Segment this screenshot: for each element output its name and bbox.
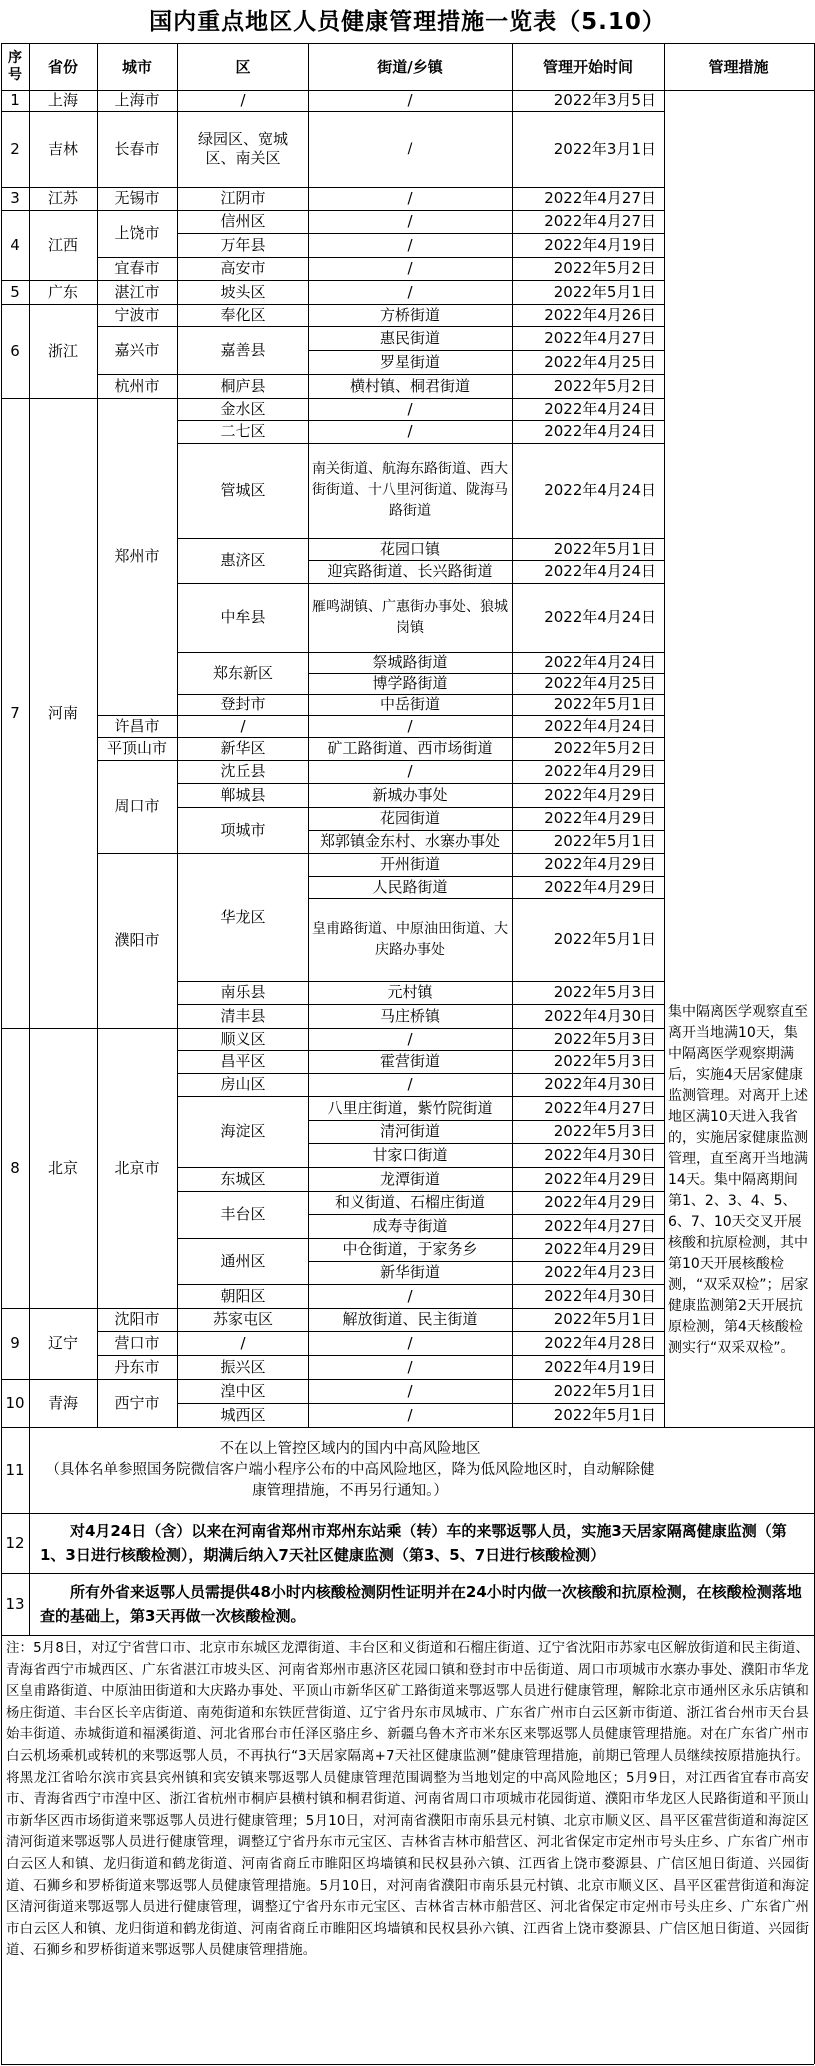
city-cell: 许昌市 (114, 716, 160, 735)
province-cell: 广东 (47, 282, 78, 301)
street-cell: / (407, 212, 413, 230)
district-cell: 湟中区 (220, 1381, 266, 1400)
city-cell: 嘉兴市 (114, 340, 160, 359)
city-cell: 西宁市 (114, 1393, 160, 1412)
start-date-cell: 2022年4月27日 (544, 212, 656, 230)
grid-line (29, 1028, 664, 1029)
grid-line (1, 280, 29, 281)
grid-line (1, 1308, 29, 1309)
grid-line (1, 1028, 29, 1029)
district-cell: 金水区 (220, 399, 266, 418)
street-cell: 新华街道 (379, 1263, 440, 1281)
province-cell: 浙江 (47, 341, 78, 360)
street-cell: / (407, 1357, 413, 1376)
street-cell: / (407, 1029, 413, 1048)
start-date-cell: 2022年5月2日 (553, 376, 656, 395)
district-cell: 信州区 (220, 212, 266, 230)
city-cell: 宜春市 (114, 259, 160, 277)
street-cell: 花园街道 (379, 809, 440, 827)
start-date-cell: 2022年4月24日 (544, 481, 656, 499)
street-cell: 霍营街道 (379, 1052, 440, 1070)
seq-cell: 10 (5, 1393, 25, 1412)
start-date-cell: 2022年4月29日 (544, 855, 656, 873)
start-date-cell: 2022年4月29日 (544, 809, 656, 827)
grid-line (177, 652, 664, 653)
grid-line (308, 830, 664, 831)
start-date-cell: 2022年5月1日 (553, 282, 656, 301)
grid-line (29, 43, 30, 1635)
grid-line (97, 257, 664, 258)
grid-line (1, 1513, 814, 1514)
grid-line (308, 350, 664, 351)
city-cell: 周口市 (114, 797, 160, 815)
city-cell: 上海市 (114, 91, 160, 109)
city-cell: 北京市 (114, 1158, 160, 1177)
street-cell: 成寿寺街道 (372, 1216, 448, 1235)
start-date-cell: 2022年4月29日 (544, 1193, 656, 1211)
seq-cell: 4 (10, 235, 20, 254)
district-cell: 项城市 (220, 820, 266, 839)
row13-text: 所有外省来返鄂人员需提供48小时内核酸检测阴性证明并在24小时内做一次核酸和抗原检测，在核酸检测落地查的基础上，第3天再做一次核酸检测。 (40, 1583, 802, 1625)
province-cell: 江苏 (47, 189, 78, 207)
street-cell: 开州街道 (379, 855, 440, 873)
district-cell: 沈丘县 (220, 762, 266, 780)
district-cell: 嘉善县 (220, 340, 266, 359)
seq-cell: 8 (10, 1158, 20, 1177)
street-cell: 人民路街道 (372, 877, 448, 896)
street-cell: / (407, 259, 413, 277)
start-date-cell: 2022年4月25日 (544, 352, 656, 371)
grid-line (308, 673, 664, 674)
grid-line (664, 43, 665, 1427)
grid-line (177, 1050, 664, 1051)
grid-line (177, 420, 664, 421)
grid-line (29, 210, 664, 211)
start-date-cell: 2022年4月24日 (544, 399, 656, 418)
district-cell: 昌平区 (220, 1052, 266, 1070)
start-date-cell: 2022年4月30日 (544, 1006, 656, 1025)
seq-cell: 5 (10, 282, 20, 301)
start-date-cell: 2022年4月27日 (544, 1098, 656, 1117)
city-cell: 宁波市 (114, 305, 160, 324)
grid-line (1, 2064, 814, 2065)
street-cell: / (407, 91, 413, 109)
grid-line (97, 326, 664, 327)
start-date-cell: 2022年5月3日 (553, 1122, 656, 1140)
street-cell: / (407, 282, 413, 301)
district-cell: 登封市 (220, 695, 266, 713)
street-cell: / (407, 716, 413, 735)
street-cell: 郑郭镇金东村、水寨办事处 (319, 832, 500, 850)
grid-line (29, 111, 664, 112)
seq-cell: 2 (10, 139, 20, 158)
grid-line (97, 760, 664, 761)
street-cell: / (407, 140, 413, 157)
row12-text: 对4月24日（含）以来在河南省郑州市郑州东站乘（转）车的来鄂返鄂人员，实施3天居家隔离健康监测（第1、3日进行核酸检测），期满后纳入7天社区健康监测（第3、5、7日进行核酸检测） (40, 1522, 787, 1564)
grid-line (177, 43, 178, 1427)
street-cell: 南关街道、航海东路街道、西大街街道、十八里河街道、陇海马路街道 (312, 461, 508, 519)
street-cell: 和义街道、石榴庄街道 (334, 1193, 485, 1211)
grid-line (1, 111, 29, 112)
seq-cell: 13 (5, 1594, 25, 1613)
start-date-cell: 2022年5月2日 (553, 739, 656, 757)
grid-line (1, 210, 29, 211)
street-cell: 矿工路街道、西市场街道 (327, 739, 493, 757)
district-cell: 万年县 (220, 235, 266, 254)
grid-line (177, 1073, 664, 1074)
district-cell: 二七区 (220, 422, 266, 440)
district-cell: 郸城县 (220, 785, 266, 804)
grid-line (29, 1379, 664, 1380)
start-date-cell: 2022年5月1日 (553, 695, 656, 713)
start-date-cell: 2022年4月27日 (544, 328, 656, 347)
grid-line (177, 694, 664, 695)
city-cell: 无锡市 (114, 189, 160, 207)
province-cell: 江西 (47, 235, 78, 254)
grid-line (1, 1635, 814, 1636)
district-cell: 丰台区 (220, 1205, 266, 1223)
grid-line (308, 898, 664, 899)
grid-line (177, 1004, 664, 1005)
district-cell: / (240, 1333, 246, 1352)
district-cell: 东城区 (220, 1169, 266, 1188)
header-province: 省份 (47, 57, 78, 76)
district-cell: 奉化区 (220, 305, 266, 324)
header-city: 城市 (121, 57, 152, 76)
street-cell: 马庄桥镇 (379, 1006, 440, 1025)
street-cell: 雁鸣湖镇、广惠街办事处、狼城岗镇 (312, 598, 508, 636)
province-cell: 吉林 (47, 139, 78, 158)
seq-cell: 1 (10, 91, 20, 109)
grid-line (512, 43, 513, 1427)
district-cell: 坡头区 (220, 282, 266, 301)
grid-line (1, 398, 29, 399)
seq-cell: 7 (10, 703, 20, 722)
start-date-cell: 2022年4月29日 (544, 1169, 656, 1188)
grid-line (177, 1191, 664, 1192)
grid-line (177, 1096, 664, 1097)
grid-line (177, 1403, 664, 1404)
district-cell: 顺义区 (220, 1029, 266, 1048)
grid-line (97, 737, 664, 738)
district-cell: 清丰县 (220, 1006, 266, 1025)
street-cell: 八里庄街道，紫竹院街道 (327, 1098, 493, 1117)
grid-line (308, 1261, 664, 1262)
grid-line (29, 187, 664, 188)
district-cell: 振兴区 (220, 1357, 266, 1376)
street-cell: / (407, 399, 413, 418)
grid-line (97, 715, 664, 716)
city-cell: 平顶山市 (106, 739, 167, 757)
district-cell: 桐庐县 (220, 376, 266, 395)
grid-line (29, 1308, 664, 1309)
street-cell: / (407, 1405, 413, 1424)
street-cell: / (407, 762, 413, 780)
header-measures: 管理措施 (708, 57, 769, 76)
street-cell: / (407, 422, 413, 440)
province-cell: 河南 (47, 703, 78, 722)
start-date-cell: 2022年4月25日 (544, 674, 656, 692)
grid-line (29, 304, 664, 305)
grid-line (1, 1427, 814, 1428)
city-cell: 杭州市 (114, 376, 160, 395)
footnote: 注：5月8日，对辽宁省营口市、北京市东城区龙潭街道、丰台区和义街道和石榴庄街道、辽宁省沈阳市苏家屯区解放街道和民主街道、青海省西宁市城西区、广东省湛江市坡头区、河南省郑州市惠济区花园口镇和登封市中岳街道、周口市项城市水寨办事处、濮阳市华龙区皇甫路街道、中原油田街道和大庆路办事处、平顶山市新华区矿工路街道来鄂返鄂人员进行健康管理，解除北京市通州区永乐店镇和杨庄街道、丰台区长辛店街道、南苑街道和东铁匠营街道、辽宁省丹东市凤城市、广东省广州市白云区新市街道、浙江省台州市天台县始丰街道、赤城街道和福溪街道、河北省邢台市任泽区骆庄乡、新疆乌鲁木齐市米东区来鄂返鄂人员健康管理措施。对在广东省广州市白云机场乘机或转机的来鄂返鄂人员，不再执行“3天居家隔离+7天社区健康监测”健康管理措施，前期已管理人员继续按原措施执行。将黑龙江省哈尔滨市宾县宾州镇和宾安镇来鄂返鄂人员健康管理范围调整为当地划定的中高风险地区；5月9日，对江西省宜春市高安市、青海省西宁市湟中区、浙江省杭州市桐庐县横村镇和桐君街道、河南省周口市项城市花园街道、濮阳市华龙区人民路街道和平顶山市新华区西市场街道来鄂返鄂人员进行健康管理；5月10日，对河南省濮阳市南乐县元村镇、北京市顺义区、昌平区霍营街道和海淀区清河街道来鄂返鄂人员进行健康管理，调整辽宁省丹东市元宝区、吉林省吉林市船营区、河北省保定市定州市号头庄乡、广东省广州市白云区人和镇、龙归街道和鹤龙街道、河南省商丘市睢阳区坞墙镇和民权县孙六镇、江西省上饶市婺源县、广信区旭日街道、兴园街道、石狮乡和罗桥街道来鄂返鄂人员健康管理措施。5月10日，对河南省濮阳市南乐县元村镇、北京市顺义区、昌平区霍营街道和海淀区清河街道来鄂返鄂人员进行健康管理，调整辽宁省丹东市元宝区、吉林省吉林市船营区、河北省保定市定州市号头庄乡、广东省广州市白云区人和镇、龙归街道和鹤龙街道、河南省商丘市睢阳区坞墙镇和民权县孙六镇、江西省上饶市婺源县、广信区旭日街道、兴园街道、石狮乡和罗桥街道来鄂返鄂人员健康管理措施。 (6, 1641, 809, 1959)
district-cell: 房山区 (220, 1075, 266, 1093)
start-date-cell: 2022年4月26日 (544, 305, 656, 324)
start-date-cell: 2022年4月24日 (544, 653, 656, 671)
seq-cell: 3 (10, 189, 20, 207)
grid-line (97, 43, 98, 1427)
start-date-cell: 2022年5月2日 (553, 259, 656, 277)
street-cell: 中岳街道 (379, 695, 440, 713)
street-cell: 龙潭街道 (379, 1169, 440, 1188)
street-cell: 惠民街道 (379, 328, 440, 347)
grid-line (177, 981, 664, 982)
grid-line (97, 1331, 664, 1332)
start-date-cell: 2022年5月1日 (553, 930, 656, 948)
start-date-cell: 2022年4月23日 (544, 1263, 656, 1281)
row11-text: 不在以上管控区域内的国内中高风险地区 （具体名单参照国务院微信客户端小程序公布的中高风险地区，降为低风险地区时，自动解除健康管理措施，不再另行通知。） (45, 1440, 655, 1499)
grid-line (177, 783, 664, 784)
grid-line (308, 1143, 664, 1144)
start-date-cell: 2022年4月29日 (544, 1240, 656, 1258)
grid-line (308, 876, 664, 877)
district-cell: 通州区 (220, 1251, 266, 1270)
district-cell: / (240, 91, 246, 109)
start-date-cell: 2022年4月28日 (544, 1333, 656, 1352)
grid-line (1, 304, 29, 305)
start-date-cell: 2022年4月29日 (544, 785, 656, 804)
street-cell: / (407, 235, 413, 254)
district-cell: 新华区 (220, 739, 266, 757)
street-cell: / (407, 1333, 413, 1352)
district-cell: 海淀区 (220, 1122, 266, 1140)
start-date-cell: 2022年5月1日 (553, 539, 656, 558)
start-date-cell: 2022年5月1日 (553, 832, 656, 850)
district-cell: 中牟县 (220, 608, 266, 626)
header-seq: 序号 (8, 50, 22, 83)
start-date-cell: 2022年5月1日 (553, 1405, 656, 1424)
district-cell: / (240, 716, 246, 735)
grid-line (1, 1573, 814, 1574)
start-date-cell: 2022年3月5日 (553, 91, 656, 109)
grid-line (97, 1355, 664, 1356)
seq-cell: 6 (10, 341, 20, 360)
city-cell: 郑州市 (114, 547, 160, 565)
district-cell: 郑东新区 (212, 663, 273, 682)
header-street: 街道/乡镇 (377, 57, 443, 76)
grid-line (1, 1379, 29, 1380)
grid-line (1, 43, 2, 2064)
grid-line (97, 374, 664, 375)
start-date-cell: 2022年5月1日 (553, 1310, 656, 1328)
grid-line (177, 1167, 664, 1168)
header-start-date: 管理开始时间 (542, 57, 633, 76)
start-date-cell: 2022年4月29日 (544, 762, 656, 780)
street-cell: 解放街道、民主街道 (342, 1310, 478, 1328)
start-date-cell: 2022年5月3日 (553, 1052, 656, 1070)
grid-line (177, 1238, 664, 1239)
street-cell: / (407, 1381, 413, 1400)
start-date-cell: 2022年4月19日 (544, 235, 656, 254)
grid-line (177, 538, 664, 539)
street-cell: / (407, 1075, 413, 1093)
start-date-cell: 2022年5月3日 (553, 1029, 656, 1048)
start-date-cell: 2022年4月29日 (544, 877, 656, 896)
street-cell: / (407, 189, 413, 207)
city-cell: 沈阳市 (114, 1310, 160, 1328)
start-date-cell: 2022年5月3日 (553, 983, 656, 1001)
district-cell: 华龙区 (220, 907, 266, 926)
street-cell: 花园口镇 (379, 539, 440, 558)
grid-line (29, 280, 664, 281)
province-cell: 上海 (47, 91, 78, 109)
grid-line (1, 90, 814, 91)
street-cell: 方桥街道 (379, 305, 440, 324)
province-cell: 青海 (47, 1393, 78, 1412)
city-cell: 上饶市 (114, 224, 160, 242)
start-date-cell: 2022年4月30日 (544, 1075, 656, 1093)
street-cell: 皇甫路街道、中原油田街道、大庆路办事处 (312, 920, 508, 958)
district-cell: 绿园区、宽城区、南关区 (197, 130, 288, 167)
start-date-cell: 2022年4月24日 (544, 562, 656, 580)
seq-cell: 12 (5, 1533, 25, 1552)
street-cell: 横村镇、桐君街道 (349, 376, 470, 395)
district-cell: 江阴市 (220, 189, 266, 207)
start-date-cell: 2022年4月24日 (544, 608, 656, 626)
street-cell: 罗星街道 (379, 352, 440, 371)
start-date-cell: 2022年5月1日 (553, 1381, 656, 1400)
start-date-cell: 2022年4月19日 (544, 1357, 656, 1376)
street-cell: 博学路街道 (372, 674, 448, 692)
street-cell: / (407, 1286, 413, 1305)
start-date-cell: 2022年4月30日 (544, 1145, 656, 1164)
province-cell: 辽宁 (47, 1334, 78, 1352)
street-cell: 中仓街道，于家务乡 (342, 1240, 478, 1258)
city-cell: 营口市 (114, 1333, 160, 1352)
district-cell: 高安市 (220, 259, 266, 277)
street-cell: 祭城路街道 (372, 653, 448, 671)
grid-line (308, 43, 309, 1427)
start-date-cell: 2022年4月30日 (544, 1286, 656, 1305)
page-title: 国内重点地区人员健康管理措施一览表（5.10） (149, 8, 666, 35)
city-cell: 长春市 (114, 139, 160, 158)
grid-line (97, 853, 664, 854)
header-district: 区 (235, 57, 251, 76)
district-cell: 朝阳区 (220, 1286, 266, 1305)
grid-line (177, 807, 664, 808)
start-date-cell: 2022年4月27日 (544, 189, 656, 207)
district-cell: 惠济区 (220, 551, 266, 569)
start-date-cell: 2022年4月24日 (544, 422, 656, 440)
city-cell: 濮阳市 (114, 931, 160, 949)
grid-line (308, 1120, 664, 1121)
grid-line (177, 1284, 664, 1285)
grid-line (29, 398, 664, 399)
street-cell: 新城办事处 (372, 785, 448, 804)
grid-line (308, 560, 664, 561)
start-date-cell: 2022年3月1日 (553, 139, 656, 158)
street-cell: 清河街道 (379, 1122, 440, 1140)
district-cell: 苏家屯区 (212, 1310, 273, 1328)
grid-line (308, 1214, 664, 1215)
city-cell: 丹东市 (114, 1357, 160, 1376)
seq-cell: 11 (5, 1460, 25, 1479)
grid-line (177, 233, 664, 234)
street-cell: 迎宾路街道、长兴路街道 (327, 562, 493, 580)
grid-line (177, 443, 664, 444)
seq-cell: 9 (10, 1334, 20, 1352)
management-measures-text: 集中隔离医学观察直至离开当地满10天，集中隔离医学观察期满后，实施4天居家健康监测管理。对离开上述地区满10天进入我省的，实施居家健康监测管理，直至离开当地满14天。集中隔离期间第1、2、3、4、5、6、7、10天交叉开展核酸和抗原检测，其中第10天开展核酸检测，“双采双检”；居家健康监测第2天开展抗原检测，第4天核酸检测实行“双采双检”。 (668, 1003, 809, 1356)
grid-line (1, 187, 29, 188)
district-cell: 南乐县 (220, 983, 266, 1001)
grid-line (1, 43, 814, 44)
start-date-cell: 2022年4月24日 (544, 716, 656, 735)
street-cell: 甘家口街道 (372, 1145, 448, 1164)
start-date-cell: 2022年4月27日 (544, 1216, 656, 1235)
street-cell: 元村镇 (387, 983, 433, 1001)
district-cell: 城西区 (220, 1405, 266, 1424)
grid-line (177, 583, 664, 584)
province-cell: 北京 (47, 1158, 78, 1177)
district-cell: 管城区 (220, 481, 266, 499)
city-cell: 湛江市 (114, 282, 160, 301)
